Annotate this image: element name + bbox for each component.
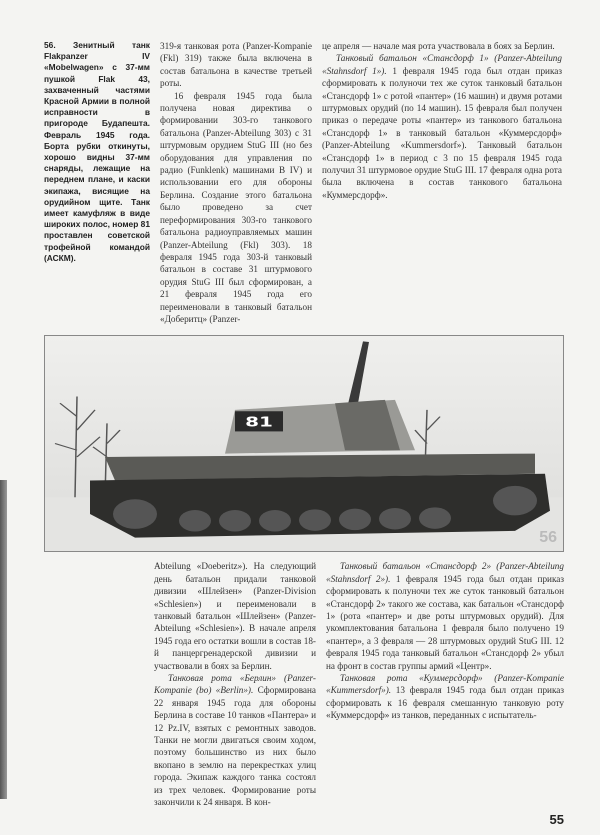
page-number: 55 [549, 812, 564, 828]
text-column-top-middle [160, 40, 312, 325]
tank-number: 81 [245, 415, 273, 431]
paragraph: Abteilung «Doeberitz»). На следующий день батальон придали танковой дивизии «Шлейзен» (Panzer-Division «Schlesien») и переименовали в танковый батальон «Шлейзен» (Panzer-Abteilung «Schlesien»). В начале апреля 1945 года его остатки вошли в состав 18-й панцергренадерской дивизии и участвовали в боях за Берлин. [154, 561, 316, 671]
paragraph [322, 52, 562, 201]
paragraph-body: Сформирована 22 января 1945 года для обороны Берлина в составе 10 танков «Пантера» и 12 Pz.IV, взятых с ремонтных заводов. Танки не могли двигаться своим ходом, поэтому большинство из них было вкопано в землю на перекрестках улиц города. Экипаж каждого танка состоял из трех человек. Формирование роты закончили к 24 января. В кон- [154, 685, 316, 808]
photo-caption: 56. Зенитный танк Flakpanzer IV «Mobelwagen» с 37-мм пушкой Flak 43, захваченный частями Красной Армии в полной исправности в пригороде Будапешта. Февраль 1945 года. Борта рубки откинуты, хорошо видны 37-мм снаряды, лежащие на переднем плане, и каски экипажа, висящие на орудийном щите. Танк имеет камуфляж в виде широких полос, номер 81 проставлен советской трофейной командой (АСКМ). [44, 40, 150, 263]
top-section [44, 40, 564, 325]
bottom-section [44, 560, 564, 808]
section-heading: Танковая рота «Куммерсдорф» (Panzer-Kompanie «Kummersdorf»). [326, 673, 564, 696]
paragraph [326, 672, 564, 722]
text-column-bottom-right [326, 560, 564, 721]
paragraph: 16 февраля 1945 года была получена новая директива о формировании 303-го танкового батальона (Panzer-Abteilung 303) с 31 штурмовым орудием StuG III (но без оборудования для управления по радио (Funklenk) машинами B IV) и использовании его для обороны Берлина. Создание этого батальона было проведено за счет переформирования 303-го танкового батальона радиоуправляемых машин (Panzer-Abteilung (Fkl) 303). 18 февраля 1945 года 303-й танковый батальон в составе 31 штурмового орудия StuG III был сформирован, а 21 февраля 1945 года его переименовали в танковый батальон «Доберитц» (Panzer- [160, 90, 312, 324]
text-column-top-right [322, 40, 562, 201]
flakpanzer-photo-illustration [45, 336, 563, 551]
paragraph [154, 672, 316, 808]
section-heading: Танковая рота «Берлин» (Panzer-Kompanie (bo) «Berlin»). [154, 673, 316, 696]
tank-photo [44, 335, 564, 552]
paragraph-body: 1 февраля 1945 года был отдан приказ сформировать к полуночи тех же суток танковый батальон «Стансдорф 2» такого же состава, как батальон «Стансдорф 1» (рота «пантер» и две роты штурмовых орудий). Для укомплектования батальона 1 февраля было получено 19 «пантер», а 3 февраля — 28 штурмовых орудий StuG III. 12 февраля 1945 года танковый батальон «Стансдорф 2» убыл на фронт в состав группы армий «Центр». [326, 573, 564, 671]
paragraph-body: 13 февраля 1945 года был отдан приказ сформировать к 16 февраля смешанную танковую роту «Куммерсдорф» из танков, переданных с испытатель- [326, 685, 564, 721]
text-column-bottom-left [154, 560, 316, 808]
paragraph: це апреля — начале мая рота участвовала в боях за Берлин. [322, 41, 555, 51]
section-heading: Танковый батальон «Стансдорф 1» (Panzer-Abteilung «Stahnsdorf 1»). [322, 53, 562, 76]
paragraph-body: 1 февраля 1945 года был отдан приказ сформировать к полуночи тех же суток танковый батальон «Стансдорф 1» с ротой «пантер» (16 машин) и двумя ротами штурмовых орудий (по 14 машин). 15 февраля был получен приказ о передаче роты «пантер» из танкового батальона «Стансдорф 1» в танковый батальон «Куммерсдорф» (Panzer-Abteilung «Kummersdorf»). Танковый батальон «Стансдорф 1» в период с 3 по 15 февраля 1945 года получил 31 штурмовое орудие StuG III. 17 февраля одна рота была включена в состав танкового батальона «Куммерсдорф». [322, 65, 562, 200]
photo-number-stamp: 56 [539, 529, 557, 547]
paragraph: 319-я танковая рота (Panzer-Kompanie (Fkl) 319) также была включена в состав батальона в качестве третьей роты. [160, 41, 312, 89]
section-heading: Танковый батальон «Стансдорф 2» (Panzer-Abteilung «Stahnsdorf 2»). [326, 561, 564, 584]
paragraph [326, 560, 564, 672]
